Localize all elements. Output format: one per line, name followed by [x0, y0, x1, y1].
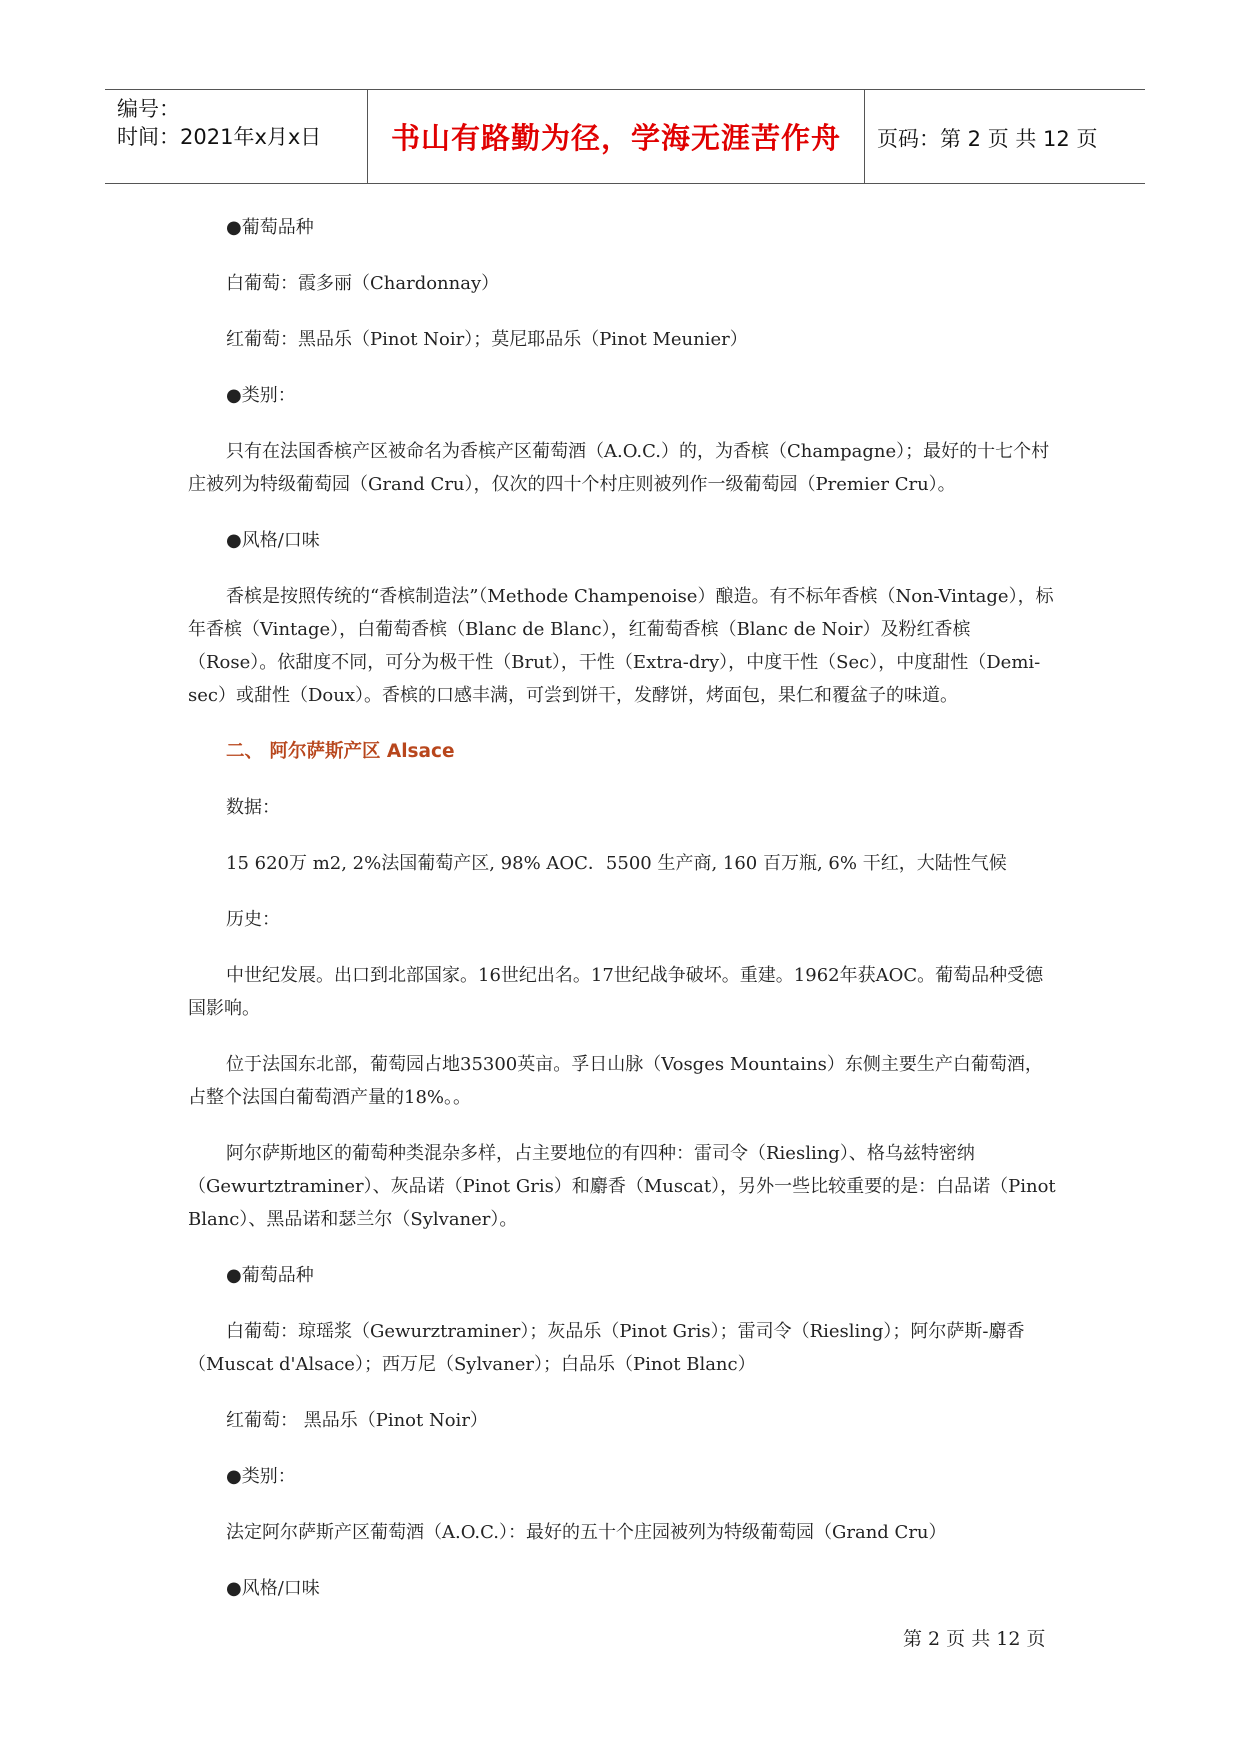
page-footer: 第 2 页 共 12 页 — [903, 1628, 1046, 1650]
category-paragraph: 只有在法国香槟产区被命名为香槟产区葡萄酒（A.O.C.）的，为香槟（Champagne）；最好的十七个村庄被列为特级葡萄园（Grand Cru），仅次的四十个村庄则被列作一级葡萄园（Premier Cru）。 — [188, 441, 1050, 495]
bullet-heading-grape-varieties: ●葡萄品种 — [226, 217, 314, 238]
page-header — [105, 89, 1145, 184]
section-title-alsace: 二、 阿尔萨斯产区 Alsace — [226, 741, 455, 762]
style-paragraph: 香槟是按照传统的“香槟制造法”（Methode Champenoise）酿造。有不标年香槟（Non-Vintage），标年香槟（Vintage），白葡萄香槟（Blanc de Blanc），红葡萄香槟（Blanc de Noir）及粉红香槟（Rose）。依甜度不同，可分为极干性（Brut），干性（Extra-dry），中度干性（Sec），中度甜性（Demi-sec）或甜性（Doux）。香槟的口感丰满，可尝到饼干，发酵饼，烤面包，果仁和覆盆子的味道。 — [188, 586, 1054, 706]
category-line-2: 法定阿尔萨斯产区葡萄酒（A.O.C.）：最好的五十个庄园被列为特级葡萄园（Grand Cru） — [226, 1522, 947, 1543]
serial-label: 编号： — [117, 97, 180, 121]
grape-types-paragraph: 阿尔萨斯地区的葡萄种类混杂多样，占主要地位的有四种：雷司令（Riesling）、格乌兹特密纳（Gewurtztraminer）、灰品诺（Pinot Gris）和麝香（Muscat），另外一些比较重要的是：白品诺（Pinot Blanc）、黑品诺和瑟兰尔（Sylvaner）。 — [188, 1143, 1056, 1230]
history-heading: 历史： — [226, 909, 280, 930]
bullet-heading-grape-varieties-2: ●葡萄品种 — [226, 1265, 314, 1286]
history-paragraph: 中世纪发展。出口到北部国家。16世纪出名。17世纪战争破坏。重建。1962年获AOC。葡萄品种受德国影响。 — [188, 965, 1044, 1019]
bullet-heading-style: ●风格/口味 — [226, 530, 320, 551]
location-paragraph: 位于法国东北部，葡萄园占地35300英亩。孚日山脉（Vosges Mountains）东侧主要生产白葡萄酒，占整个法国白葡萄酒产量的18%。。 — [188, 1054, 1043, 1108]
data-line: 15 620万 m2, 2%法国葡萄产区, 98% AOC．5500 生产商, 160 百万瓶, 6% 干红，大陆性气候 — [226, 853, 1007, 874]
white-grape-line-2: 白葡萄：琼瑶浆（Gewurztraminer）；灰品乐（Pinot Gris）；雷司令（Riesling）；阿尔萨斯-麝香（Muscat d'Alsace）；西万尼（Sylvaner）；白品乐（Pinot Blanc） — [188, 1321, 1025, 1375]
red-grape-line-2: 红葡萄： 黑品乐（Pinot Noir） — [226, 1410, 488, 1431]
bullet-heading-category-2: ●类别： — [226, 1466, 296, 1487]
white-grape-line: 白葡萄：霞多丽（Chardonnay） — [226, 273, 500, 294]
motto-text: 书山有路勤为径，学海无涯苦作舟 — [390, 121, 841, 155]
bullet-heading-category: ●类别： — [226, 385, 296, 406]
bullet-heading-style-2: ●风格/口味 — [226, 1578, 320, 1599]
time-label: 时间：2021年x月x日 — [117, 125, 322, 149]
header-page-info: 页码：第 2 页 共 12 页 — [877, 127, 1098, 151]
header-info-cell — [105, 90, 367, 183]
header-page-cell — [865, 90, 1145, 183]
red-grape-line: 红葡萄：黑品乐（Pinot Noir）；莫尼耶品乐（Pinot Meunier） — [226, 329, 748, 350]
data-heading: 数据： — [226, 797, 280, 818]
header-motto-cell — [367, 90, 865, 183]
